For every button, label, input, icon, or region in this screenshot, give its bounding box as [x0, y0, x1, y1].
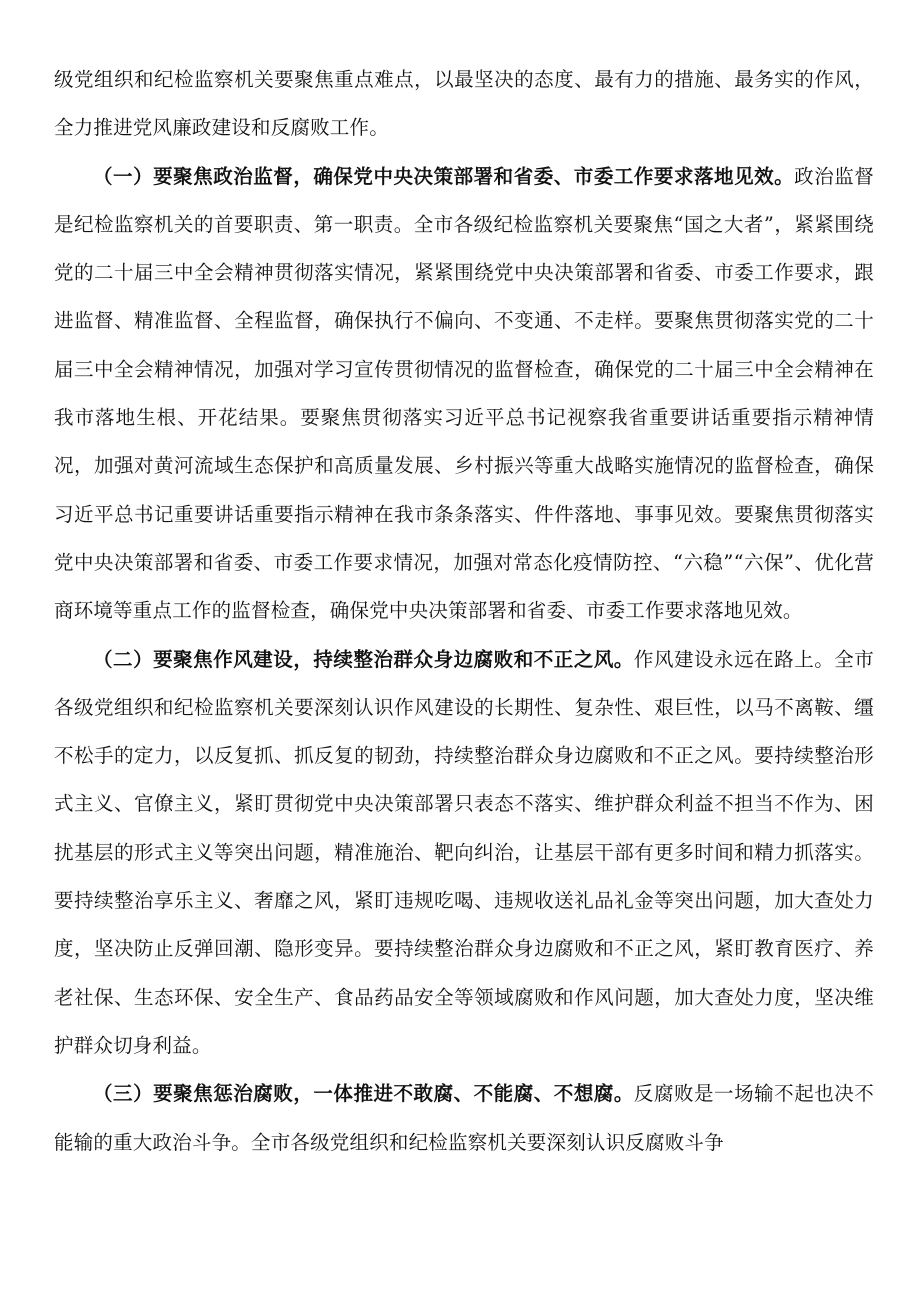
- paragraph-text: 级党组织和纪检监察机关要聚焦重点难点，以最坚决的态度、最有力的措施、最务实的作风，全力推进党风廉政建设和反腐败工作。: [54, 68, 874, 140]
- paragraph-text: 作风建设永远在路上。全市各级党组织和纪检监察机关要深刻认识作风建设的长期性、复杂性、艰巨性，以马不离鞍、缰不松手的定力，以反复抓、抓反复的韧劲，持续整治群众身边腐败和不正之风。要持续整治形式主义、官僚主义，紧盯贯彻党中央决策部署只表态不落实、维护群众利益不担当不作为、困扰基层的形式主义等突出问题，精准施治、靶向纠治，让基层干部有更多时间和精力抓落实。要持续整治享乐主义、奢靡之风，紧盯违规吃喝、违规收送礼品礼金等突出问题，加大查处力度，坚决防止反弹回潮、隐形变异。要持续整治群众身边腐败和不正之风，紧盯教育医疗、养老社保、生态环保、安全生产、食品药品安全等领域腐败和作风问题，加大查处力度，坚决维护群众切身利益。: [54, 647, 874, 1057]
- paragraph-section-1: [54, 153, 874, 636]
- section-heading: （二）要聚焦作风建设，持续整治群众身边腐败和不正之风。: [93, 647, 634, 671]
- section-heading: （一）要聚焦政治监督，确保党中央决策部署和省委、市委工作要求落地见效。: [93, 164, 795, 188]
- document-page: [54, 56, 874, 1167]
- paragraph-text: 政治监督是纪检监察机关的首要职责、第一职责。全市各级纪检监察机关要聚焦“国之大者”，紧紧围绕党的二十届三中全会精神贯彻落实情况，紧紧围绕党中央决策部署和省委、市委工作要求，跟进监督、精准监督、全程监督，确保执行不偏向、不变通、不走样。要聚焦贯彻落实党的二十届三中全会精神情况，加强对学习宣传贯彻情况的监督检查，确保党的二十届三中全会精神在我市落地生根、开花结果。要聚焦贯彻落实习近平总书记视察我省重要讲话重要指示精神情况，加强对黄河流域生态保护和高质量发展、乡村振兴等重大战略实施情况的监督检查，确保习近平总书记重要讲话重要指示精神在我市条条落实、件件落地、事事见效。要聚焦贯彻落实党中央决策部署和省委、市委工作要求情况，加强对常态化疫情防控、“六稳”“六保”、优化营商环境等重点工作的监督检查，确保党中央决策部署和省委、市委工作要求落地见效。: [54, 164, 874, 623]
- paragraph-section-2: [54, 636, 874, 1071]
- paragraph-section-3: [54, 1070, 874, 1167]
- paragraph-text: 反腐败是一场输不起也决不能输的重大政治斗争。全市各级党组织和纪检监察机关要深刻认识反腐败斗争: [54, 1082, 874, 1154]
- section-heading: （三）要聚焦惩治腐败，一体推进不敢腐、不能腐、不想腐。: [93, 1082, 634, 1106]
- paragraph-intro: [54, 56, 874, 153]
